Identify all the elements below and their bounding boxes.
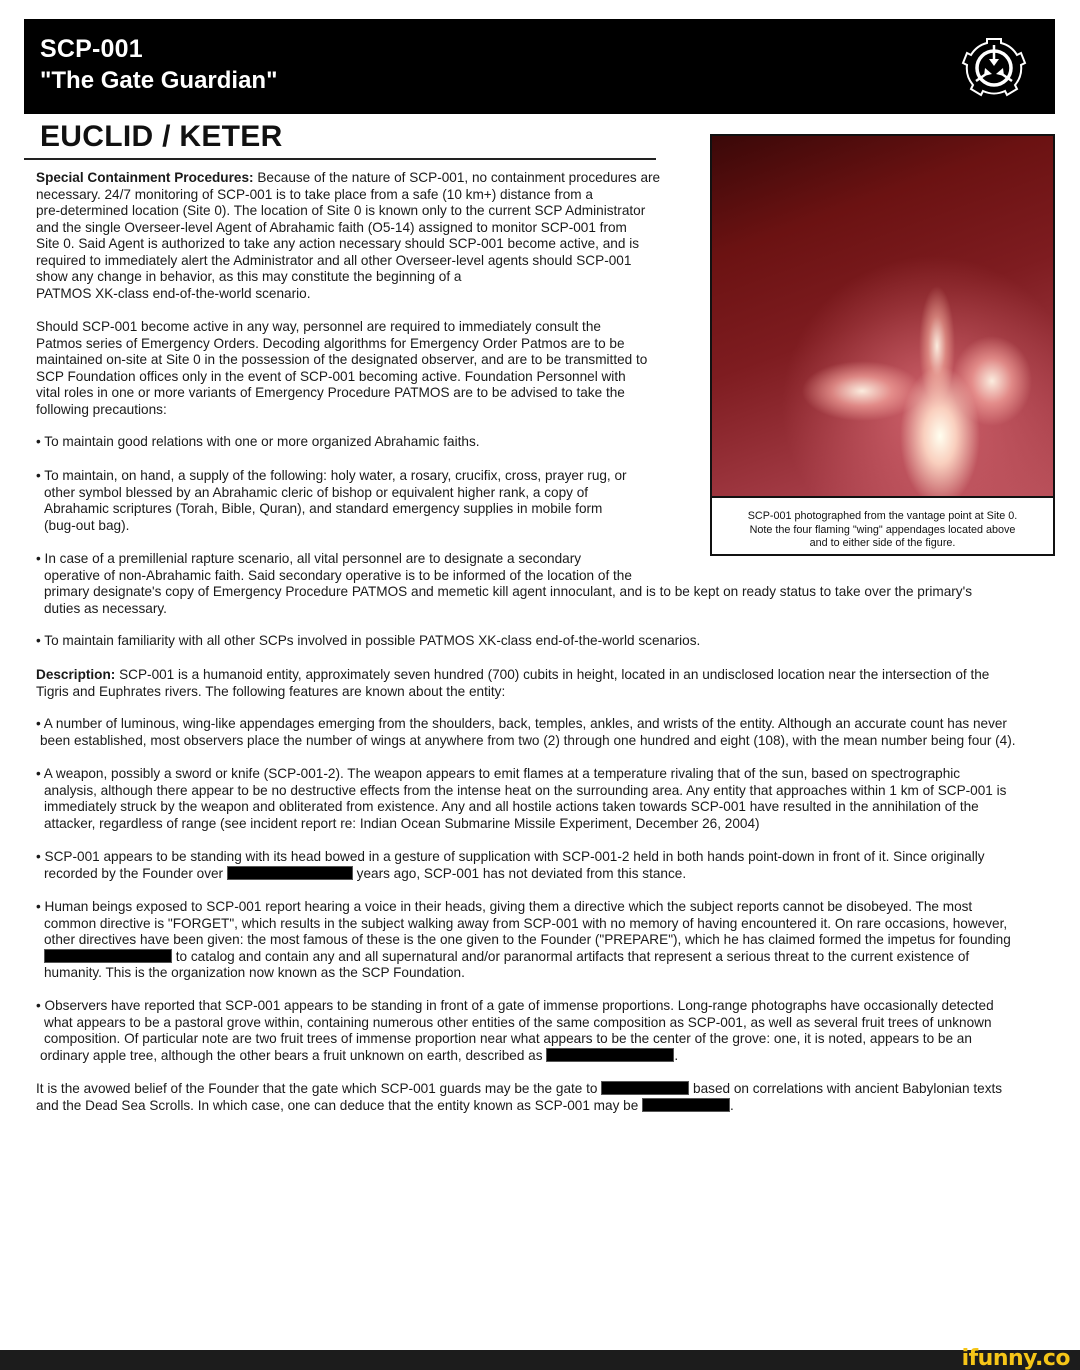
text-line: to catalog and contain any and all supernatural and/or paranormal artifacts that represent a serious threat to the current existence of: [172, 948, 970, 964]
item-number: SCP-001: [40, 35, 143, 63]
founder-belief-paragraph: [36, 1081, 1002, 1114]
text-line: Patmos series of Emergency Orders. Decoding algorithms for Emergency Order Patmos are to be: [36, 335, 625, 351]
text-line: Should SCP-001 become active in any way, personnel are required to immediately consult the: [36, 319, 601, 334]
text-line: recorded by the Founder over: [44, 865, 227, 881]
text-line: • Observers have reported that SCP-001 appears to be standing in front of a gate of immense proportions. Long-range photographs have occasionally detected: [36, 998, 994, 1013]
text-line: • A weapon, possibly a sword or knife (SCP-001-2). The weapon appears to emit flames at a temperature rivaling that of the sun, based on spectrographic: [36, 766, 961, 781]
scp-foundation-logo-icon: [959, 33, 1029, 103]
text-line: attacker, regardless of range (see incident report re: Indian Ocean Submarine Missile Experiment, December 26, 2004): [44, 815, 760, 831]
feature-bullet-voice: [36, 899, 1011, 982]
text-line: Because of the nature of SCP-001, no containment procedures are: [253, 170, 661, 185]
precaution-bullet: [36, 551, 972, 617]
text-line: analysis, although there appear to be no destructive effects from the intense heat on the surrounding area. Any entity that approaches within 1 km of SCP-001 is: [44, 782, 1007, 798]
caption-line: and to either side of the figure.: [809, 537, 956, 549]
text-line: .: [674, 1047, 679, 1063]
item-nickname: "The Gate Guardian": [40, 67, 278, 94]
text-line: ordinary apple tree, although the other bears a fruit unknown on earth, described as: [40, 1047, 547, 1063]
text-line: and the single Overseer-level Agent of Abrahamic faith (O5-14) assigned to monitor SCP-001 from: [36, 219, 627, 235]
object-class: EUCLID / KETER: [40, 120, 283, 153]
text-line: show any change in behavior, as this may constitute the beginning of a: [36, 269, 462, 284]
entity-photo: [712, 136, 1053, 496]
description-label: Description:: [36, 667, 116, 682]
text-line: been established, most observers place the number of wings at anywhere from two (2) through one hundred and eight (108), with the mean number being four (4).: [40, 732, 1016, 748]
containment-paragraph-2: [36, 319, 647, 418]
text-line: It is the avowed belief of the Founder that the gate which SCP-001 guards may be the gate to: [36, 1081, 602, 1096]
text-line: .: [730, 1097, 734, 1113]
text-line: what appears to be a pastoral grove within, containing numerous other entities of the same composition as SCP-001, as well as several fruit trees of unknown: [44, 1014, 992, 1030]
caption-line: Note the four flaming "wing" appendages located above: [749, 523, 1016, 536]
text-line: common directive is "FORGET", which results in the subject walking away from SCP-001 with no memory of having encountered it. On rare occasions, however,: [44, 915, 1008, 931]
text-line: humanity. This is the organization now known as the SCP Foundation.: [44, 965, 465, 980]
description: [36, 667, 989, 700]
text-line: years ago, SCP-001 has not deviated from this stance.: [352, 865, 687, 881]
feature-bullet-weapon: [36, 766, 1006, 832]
containment-procedures: [36, 170, 660, 302]
text-line: • To maintain good relations with one or more organized Abrahamic faiths.: [36, 434, 480, 449]
text-line: other directives have been given: the most famous of these is the one given to the Founder ("PREPARE"), which he has claimed formed the impetus for founding: [44, 932, 1011, 947]
redaction-bar: [642, 1098, 730, 1112]
text-line: • SCP-001 appears to be standing with its head bowed in a gesture of supplication with SCP-001-2 held in both hands point-down in front of it. Since originally: [36, 849, 985, 864]
figure: [710, 134, 1055, 556]
watermark-bar: [0, 1346, 1080, 1370]
object-class-heading: [24, 118, 656, 160]
text-line: immediately struck by the weapon and obliterated from existence. Any and all hostile actions taken towards SCP-001 have resulted in the annihilation of the: [44, 799, 979, 814]
document-header: [24, 19, 1055, 114]
text-line: other symbol blessed by an Abrahamic cleric of bishop or equivalent higher rank, a copy of: [44, 484, 589, 500]
text-line: required to immediately alert the Administrator and all other Overseer-level agents should SCP-001: [36, 252, 632, 268]
redaction-bar: [601, 1081, 689, 1095]
precaution-bullet: [36, 468, 627, 534]
precaution-bullet: [36, 633, 700, 650]
precaution-bullet: [36, 434, 480, 451]
text-line: maintained on-site at Site 0 in the possession of the designated observer, and are to be transmitted to: [36, 352, 648, 367]
text-line: vital roles in one or more variants of Emergency Procedure PATMOS are to be advised to take the: [36, 385, 625, 400]
redaction-bar: [227, 866, 353, 880]
feature-bullet-wings: [36, 716, 1016, 749]
text-line: • To maintain, on hand, a supply of the following: holy water, a rosary, crucifix, cross, prayer rug, or: [36, 468, 627, 483]
redaction-bar: [44, 949, 172, 963]
text-line: Tigris and Euphrates rivers. The following features are known about the entity:: [36, 683, 506, 699]
text-line: and the Dead Sea Scrolls. In which case, one can deduce that the entity known as SCP-001 may be: [36, 1097, 643, 1113]
redaction-bar: [546, 1048, 674, 1062]
text-line: • To maintain familiarity with all other SCPs involved in possible PATMOS XK-class end-of-the-world scenarios.: [36, 633, 701, 648]
feature-bullet-gate: [36, 998, 994, 1064]
text-line: pre-determined location (Site 0). The location of Site 0 is known only to the current SCP Administrator: [36, 203, 646, 218]
text-line: • Human beings exposed to SCP-001 report hearing a voice in their heads, giving them a directive which the subject reports cannot be disobeyed. The most: [36, 899, 973, 914]
text-line: (bug-out bag).: [44, 517, 130, 533]
ifunny-watermark: ifunny.co: [961, 1346, 1070, 1370]
text-line: • In case of a premillenial rapture scenario, all vital personnel are to designate a secondary: [36, 551, 582, 566]
figure-caption: [712, 496, 1053, 554]
text-line: SCP-001 is a humanoid entity, approximately seven hundred (700) cubits in height, located in an undisclosed location near the intersection of the: [115, 667, 990, 682]
text-line: primary designate's copy of Emergency Procedure PATMOS and memetic kill agent innoculant, and is to be kept on ready status to take over the primary's: [44, 584, 972, 599]
containment-label: Special Containment Procedures:: [36, 170, 254, 185]
text-line: • A number of luminous, wing-like appendages emerging from the shoulders, back, temples, ankles, and wrists of the entity. Although an accurate count has never: [36, 716, 1007, 731]
text-line: necessary. 24/7 monitoring of SCP-001 is to take place from a safe (10 km+) distance from a: [36, 186, 593, 202]
text-line: composition. Of particular note are two fruit trees of immense proportion near what appears to be the center of the grove: one, it is noted, appears to be an: [44, 1031, 972, 1046]
text-line: operative of non-Abrahamic faith. Said secondary operative is to be informed of the location of the: [44, 567, 632, 583]
text-line: following precautions:: [36, 401, 167, 417]
text-line: SCP Foundation offices only in the event of SCP-001 becoming active. Foundation Personnel with: [36, 368, 626, 384]
text-line: Abrahamic scriptures (Torah, Bible, Quran), and standard emergency supplies in mobile form: [44, 501, 603, 516]
text-line: Site 0. Said Agent is authorized to take any action necessary should SCP-001 become active, and is: [36, 236, 640, 251]
caption-line: SCP-001 photographed from the vantage point at Site 0.: [747, 510, 1018, 522]
text-line: PATMOS XK-class end-of-the-world scenario.: [36, 285, 311, 301]
text-line: duties as necessary.: [44, 600, 167, 616]
text-line: based on correlations with ancient Babylonian texts: [689, 1081, 1003, 1096]
feature-bullet-stance: [36, 849, 985, 882]
